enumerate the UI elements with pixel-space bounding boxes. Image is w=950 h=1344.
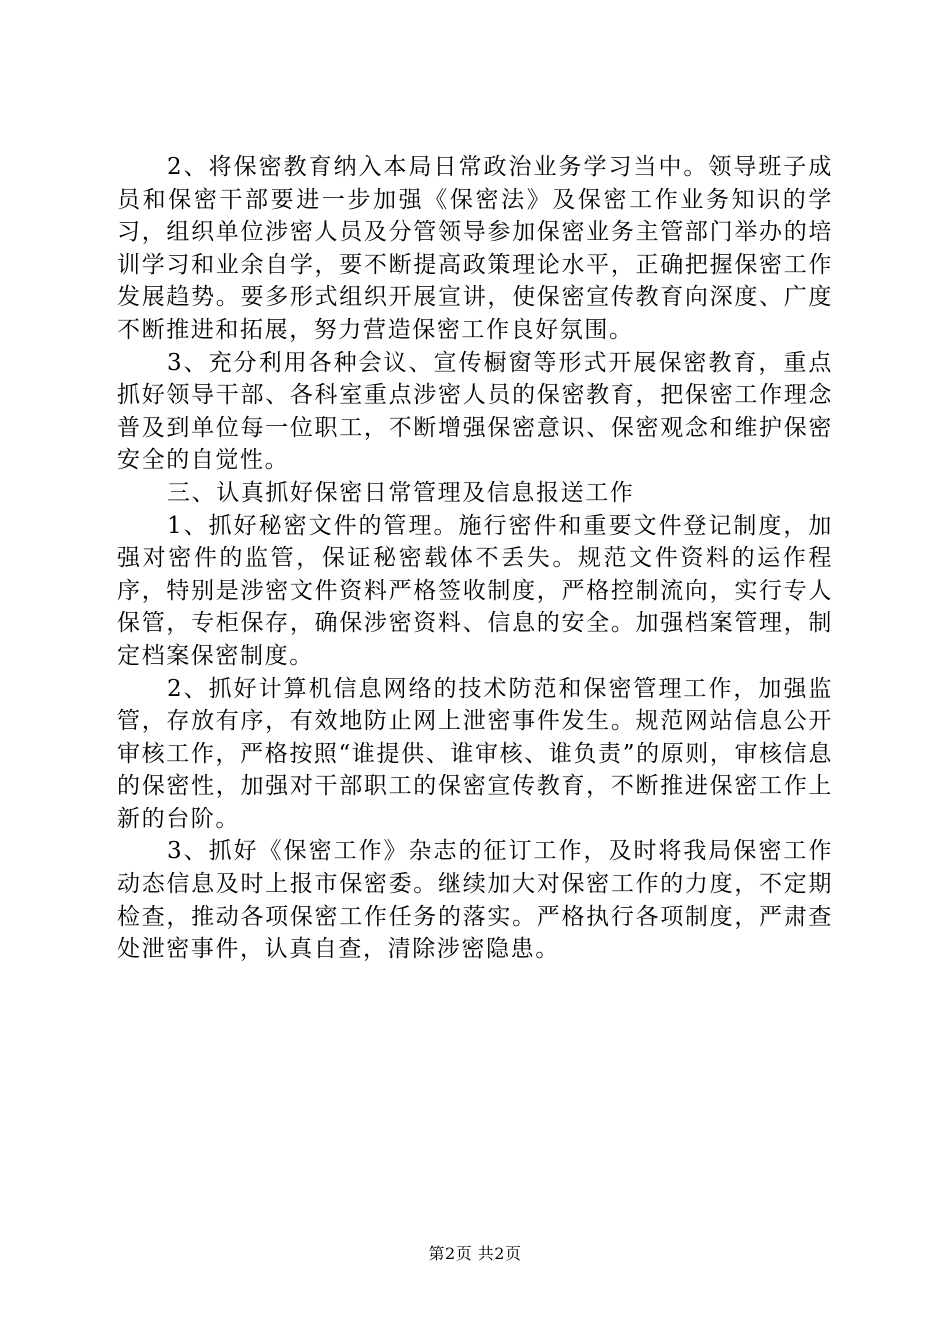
document-body <box>117 151 833 966</box>
paragraph-meetings-publicity: 3、充分利用各种会议、宣传橱窗等形式开展保密教育，重点抓好领导干部、各科室重点涉密人员的保密教育，把保密工作理念普及到单位每一位职工，不断增强保密意识、保密观念和维护保密安全的自觉性。 <box>117 349 833 474</box>
paragraph-secret-documents: 1、抓好秘密文件的管理。施行密件和重要文件登记制度，加强对密件的监管，保证秘密载体不丢失。规范文件资料的运作程序，特别是涉密文件资料严格签收制度，严格控制流向，实行专人保管，专柜保存，确保涉密资料、信息的安全。加强档案管理，制定档案保密制度。 <box>117 512 833 669</box>
paragraph-magazine-subscription: 3、抓好《保密工作》杂志的征订工作，及时将我局保密工作动态信息及时上报市保密委。继续加大对保密工作的力度，不定期检查，推动各项保密工作任务的落实。严格执行各项制度，严肃查处泄密事件，认真自查，清除涉密隐患。 <box>117 838 833 963</box>
section-heading-daily-management: 三、认真抓好保密日常管理及信息报送工作 <box>167 479 635 506</box>
paragraph-computer-network: 2、抓好计算机信息网络的技术防范和保密管理工作，加强监管，存放有序，有效地防止网上泄密事件发生。规范网站信息公开审核工作，严格按照“谁提供、谁审核、谁负责”的原则，审核信息的保密性，加强对干部职工的保密宣传教育，不断推进保密工作上新的台阶。 <box>117 675 833 832</box>
paragraph-education-study: 2、将保密教育纳入本局日常政治业务学习当中。领导班子成员和保密干部要进一步加强《保密法》及保密工作业务知识的学习，组织单位涉密人员及分管领导参加保密业务主管部门举办的培训学习和业余自学，要不断提高政策理论水平，正确把握保密工作发展趋势。要多形式组织开展宣讲，使保密宣传教育向深度、广度不断推进和拓展，努力营造保密工作良好氛围。 <box>117 154 833 343</box>
page-number-footer: 第2页 共2页 <box>428 1244 522 1263</box>
